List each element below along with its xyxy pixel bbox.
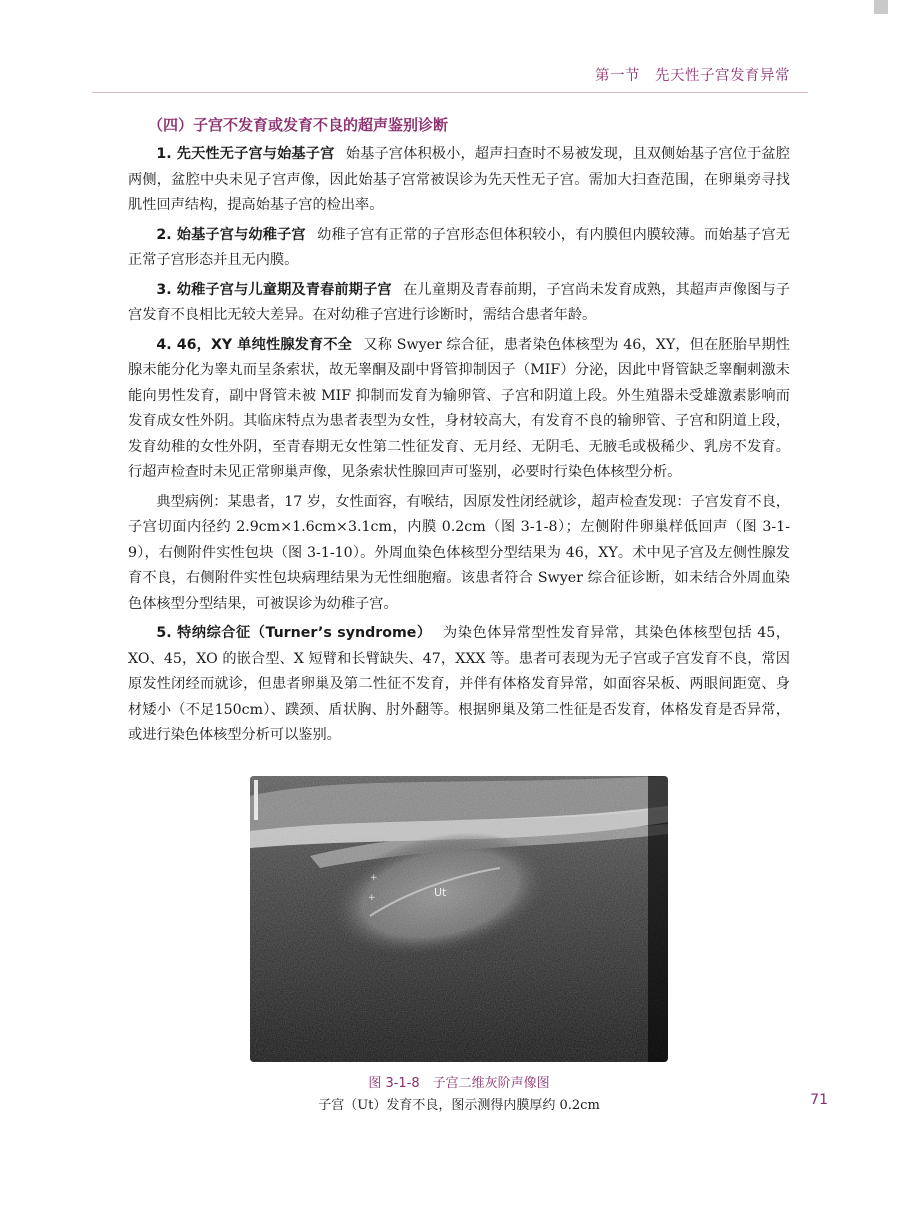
paragraph-5-text: 为染色体异常型性发育异常，其染色体核型包括 45，XO、45，XO 的嵌合型、X 短臂和长臂缺失、47，XXX 等。患者可表现为无子宫或子宫发育不良，常因原发性闭经而就诊，但患者卵巢及第二性征不发育，并伴有体格发育异常，如面容呆板、两眼间距宽、身材矮小（不足150cm）、蹼颈、盾状胸、肘外翻等。根据卵巢及第二性征是否发育，体格发育是否异常，或进行染色体核型分析可以鉴别。 bbox=[128, 625, 790, 743]
corner-tab-mark bbox=[874, 0, 888, 14]
scale-bar bbox=[254, 780, 258, 820]
paragraph-3-lead: 3. 幼稚子宫与儿童期及青春前期子宫 bbox=[156, 281, 392, 298]
image-right-edge bbox=[648, 776, 668, 1062]
case-paragraph bbox=[128, 490, 790, 618]
paragraph-1 bbox=[128, 142, 790, 219]
case-paragraph-text: 典型病例：某患者，17 岁，女性面容，有喉结，因原发性闭经就诊，超声检查发现：子宫发育不良，子宫切面内径约 2.9cm×1.6cm×3.1cm，内膜 0.2cm（图 3-1-8）；左侧附件卵巢样低回声（图 3-1-9），右侧附件实性包块（图 3-1-10）。外周血染色体核型分型结果为 46，XY。术中见子宫及左侧性腺发育不良，右侧附件实性包块病理结果为无性细胞瘤。该患者符合 Swyer 综合征诊断，如未结合外周血染色体核型分型结果，可被误诊为幼稚子宫。 bbox=[128, 493, 790, 612]
page-number: 71 bbox=[810, 1092, 828, 1108]
running-header: 第一节 先天性子宫发育异常 bbox=[595, 68, 790, 84]
paragraph-4-lead: 4. 46，XY 单纯性腺发育不全 bbox=[156, 336, 353, 353]
caliper-marker-top: + bbox=[370, 873, 378, 883]
paragraph-4-text: 又称 Swyer 综合征，患者染色体核型为 46，XY，但在胚胎早期性腺未能分化为睾丸而呈条索状，故无睾酮及副中肾管抑制因子（MIF）分泌，因此中肾管缺乏睾酮刺激未能向男性发育，副中肾管未被 MIF 抑制而发育为输卵管、子宫和阴道上段。外生殖器未受雄激素影响而发育成女性外阴。其临床特点为患者表型为女性，身材较高大，有发育不良的输卵管、子宫和阴道上段，发育幼稚的女性外阴，至青春期无女性第二性征发育、无月经、无阴毛、无腋毛或极稀少、乳房不发育。行超声检查时未见正常卵巢声像，见条索状性腺回声可鉴别，必要时行染色体核型分析。 bbox=[128, 336, 790, 480]
paragraph-3-text: 在儿童期及青春前期，子宫尚未发育成熟，其超声声像图与子宫发育不良相比无较大差异。在对幼稚子宫进行诊断时，需结合患者年龄。 bbox=[128, 281, 791, 323]
section-heading: （四）子宫不发育或发育不良的超声鉴别诊断 bbox=[148, 116, 449, 134]
paragraph-1-text: 始基子宫体积极小，超声扫查时不易被发现，且双侧始基子宫位于盆腔两侧，盆腔中央未见子宫声像，因此始基子宫常被误诊为先天性无子宫。需加大扫查范围，在卵巢旁寻找肌性回声结构，提高始基子宫的检出率。 bbox=[128, 146, 790, 213]
paragraph-3 bbox=[128, 278, 790, 329]
caliper-marker-bottom: + bbox=[368, 893, 376, 903]
header-rule bbox=[92, 92, 808, 93]
ultrasound-image bbox=[250, 776, 668, 1062]
figure-subcaption: 子宫（Ut）发育不良，图示测得内膜厚约 0.2cm bbox=[318, 1098, 600, 1113]
paragraph-2-lead: 2. 始基子宫与幼稚子宫 bbox=[156, 226, 306, 243]
uterus-label: Ut bbox=[434, 886, 447, 899]
paragraph-5 bbox=[128, 621, 790, 749]
ultrasound-figure bbox=[250, 776, 668, 1062]
paragraph-2-text: 幼稚子宫有正常的子宫形态但体积较小，有内膜但内膜较薄。而始基子宫无正常子宫形态并且无内膜。 bbox=[128, 226, 790, 268]
paragraph-5-lead: 5. 特纳综合征（Turner’s syndrome） bbox=[156, 625, 432, 641]
paragraph-2 bbox=[128, 223, 790, 274]
paragraph-4 bbox=[128, 333, 790, 486]
paragraph-1-lead: 1. 先天性无子宫与始基子宫 bbox=[156, 146, 335, 162]
main-content bbox=[128, 112, 790, 749]
figure-caption: 图 3-1-8 子宫二维灰阶声像图 bbox=[368, 1076, 550, 1091]
speckle-texture bbox=[250, 776, 668, 1062]
